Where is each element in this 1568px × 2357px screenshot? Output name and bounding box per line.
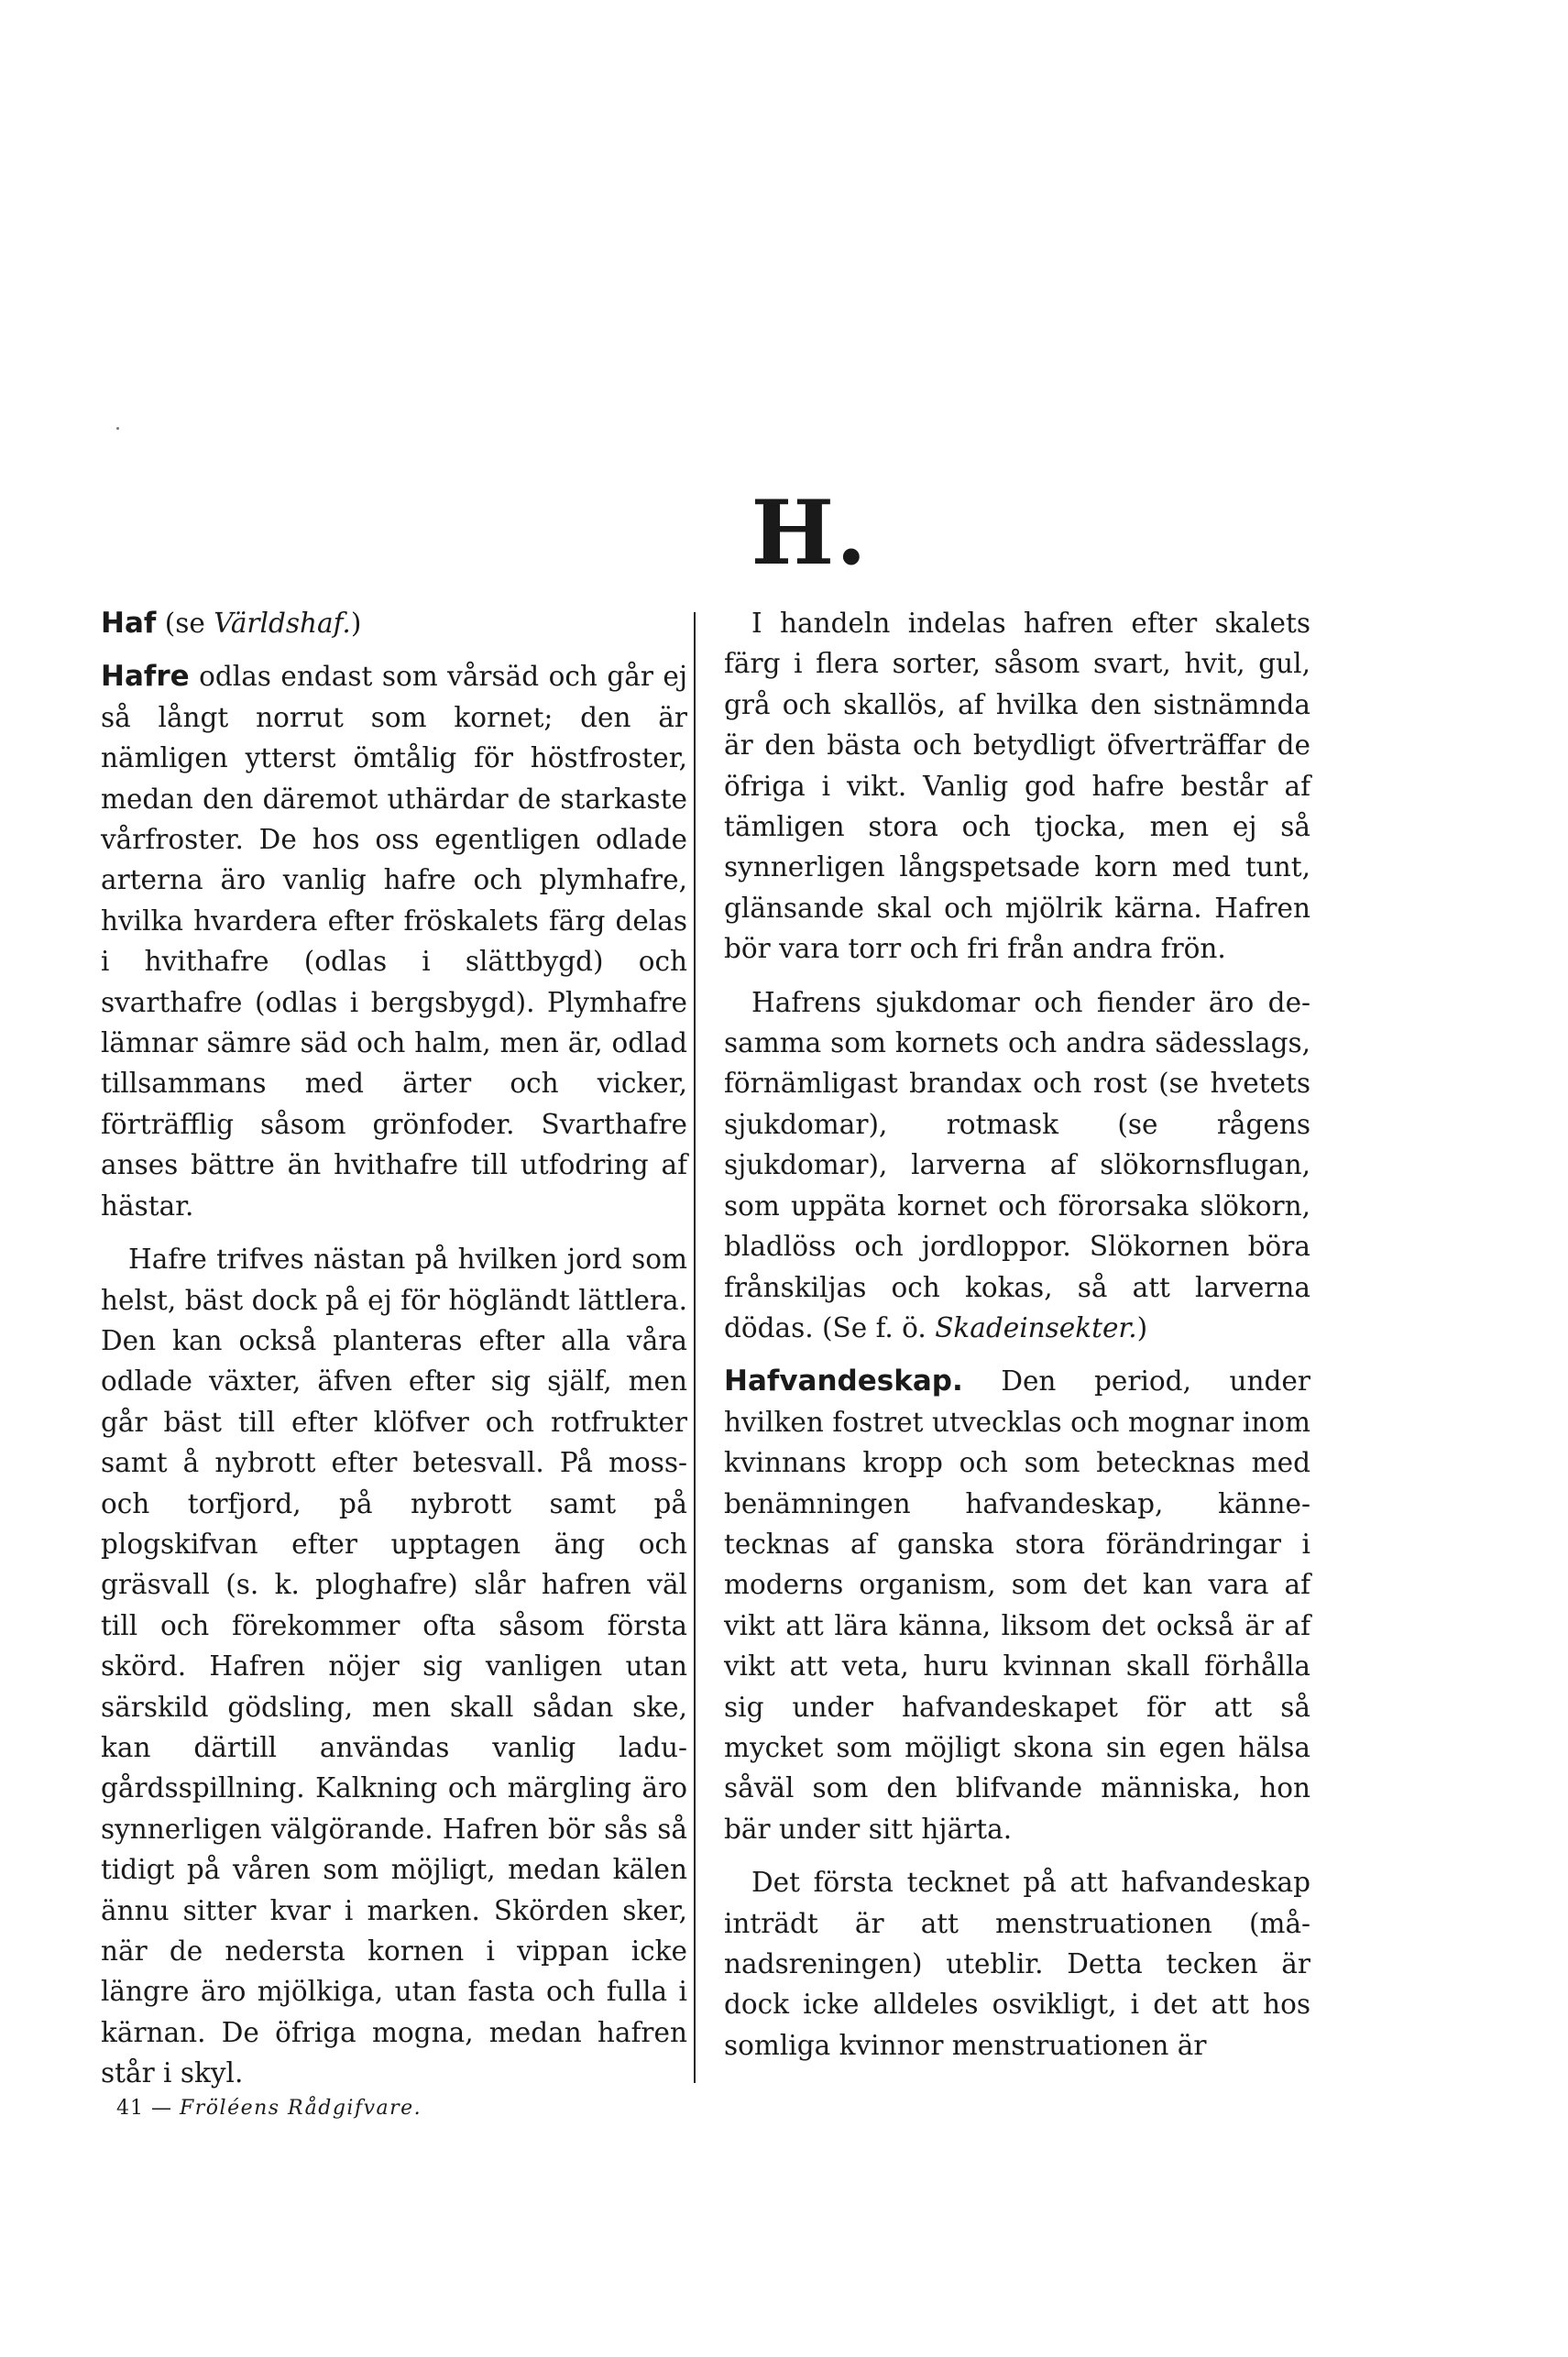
entry-word-hafre: Hafre [101,660,190,694]
right-column [724,603,1310,2066]
section-letter-heading [26,481,1568,585]
scan-speck [116,427,119,430]
entry-haf-pre: (se [156,608,214,639]
entry-haf [101,603,687,643]
footer-dash: — [144,2097,180,2120]
cross-reference-skadeinsekter: Skadeinsekter. [935,1311,1137,1343]
paragraph-diseases-post: ) [1136,1311,1148,1343]
paragraph-diseases-text: Hafrens sjukdomar och fiender äro desamma som kornets och andra sädesslags, förnämligast brandax och rost (se hvetets sjukdomar), rotmask (se rågens sjukdomar), larverna af slökornsflugan, som uppäta kornet och förorsaka slökorn, bladlöss och jordloppor. Slökornen böra frånskiljas och kokas, så att larverna dödas. (Se f. ö. [724,986,1310,1343]
column-divider [694,612,696,2083]
signature-number: 41 [116,2097,144,2120]
entry-hafvandeskap-text: Den period, under hvilken fostret utvecklas och mognar inom kvinnans kropp och som betecknas med benämningen hafvandeskap, kännetecknas af ganska stora förändringar i moderns organism, som det kan vara af vikt att lära känna, liksom det också är af vikt att veta, huru kvinnan skall förhålla sig under hafvandeskapet för att så mycket som möjligt skona sin egen hälsa såväl som den blifvande människa, hon bär under sitt hjärta. [724,1365,1310,1845]
entry-word-hafvandeskap: Hafvandeskap. [724,1365,963,1398]
paragraph-hafre-soil: Hafre trifves nästan på hvilken jord som helst, bäst dock på ej för högländt lättlera. Den kan också planteras efter alla våra odlade växter, äfven efter sig själf, men går bäst till efter klöfver och rotfrukter samt å nybrott efter betesvall. På moss- och torfjord, på nybrott samt på plogskifvan efter upptagen äng och gräsvall (s. k. ploghafre) slår hafren väl till och förekommer ofta såsom första skörd. Hafren nöjer sig vanligen utan särskild gödsling, men skall sådan ske, kan därtill användas vanlig ladugårdsspillning. Kalkning och märgling äro synnerligen välgörande. Hafren bör sås så tidigt på våren som möjligt, medan kälen ännu sitter kvar i marken. Skörden sker, när de nedersta kornen i vippan icke längre äro mjölkiga, utan fasta och fulla i kärnan. De öfriga mogna, medan hafren står i skyl. [101,1244,687,2089]
book-title: Fröléens Rådgifvare. [180,2097,422,2120]
page-footer [116,2097,422,2120]
cross-reference-varldshaf: Världshaf. [214,608,351,639]
paragraph-hafre-diseases [724,982,1310,1349]
entry-haf-post: ) [350,608,362,639]
left-column [101,603,687,2094]
entry-hafvandeskap [724,1361,1310,1849]
paragraph-hafre-trade: I handeln indelas hafren efter skalets färg i flera sorter, såsom svart, hvit, gul, grå och skallös, af hvilka den sistnämnda är den bästa och betydligt öfverträffar de öfriga i vikt. Vanlig god hafre består af tämligen stora och tjocka, men ej så synnerligen långspetsade korn med tunt, glänsande skal och mjölrik kärna. Hafren bör vara torr och fri från andra frön. [724,608,1310,965]
entry-hafre [101,656,687,1226]
paragraph-first-sign: Det första tecknet på att hafvandeskap inträdt är att menstruationen (månadsreningen) uteblir. Detta tecken är dock icke alldeles osvikligt, i det att hos somliga kvinnor menstruationen är [724,1867,1310,2061]
entry-hafre-text: odlas endast som vårsäd och går ej så långt norrut som kornet; den är nämligen ytterst ömtålig för höstfroster, medan den däremot uthärdar de starkaste vårfroster. De hos oss egentligen odlade arterna äro vanlig hafre och plymhafre, hvilka hvardera efter fröskalets färg delas i hvithafre (odlas i slättbygd) och svarthafre (odlas i bergsbygd). Plymhafre lämnar sämre säd och halm, men är, odlad tillsammans med ärter och vicker, förträfflig såsom grönfoder. Svarthafre anses bättre än hvithafre till utfodring af hästar. [101,661,687,1222]
entry-word-haf: Haf [101,607,157,640]
section-letter: H. [751,481,869,585]
